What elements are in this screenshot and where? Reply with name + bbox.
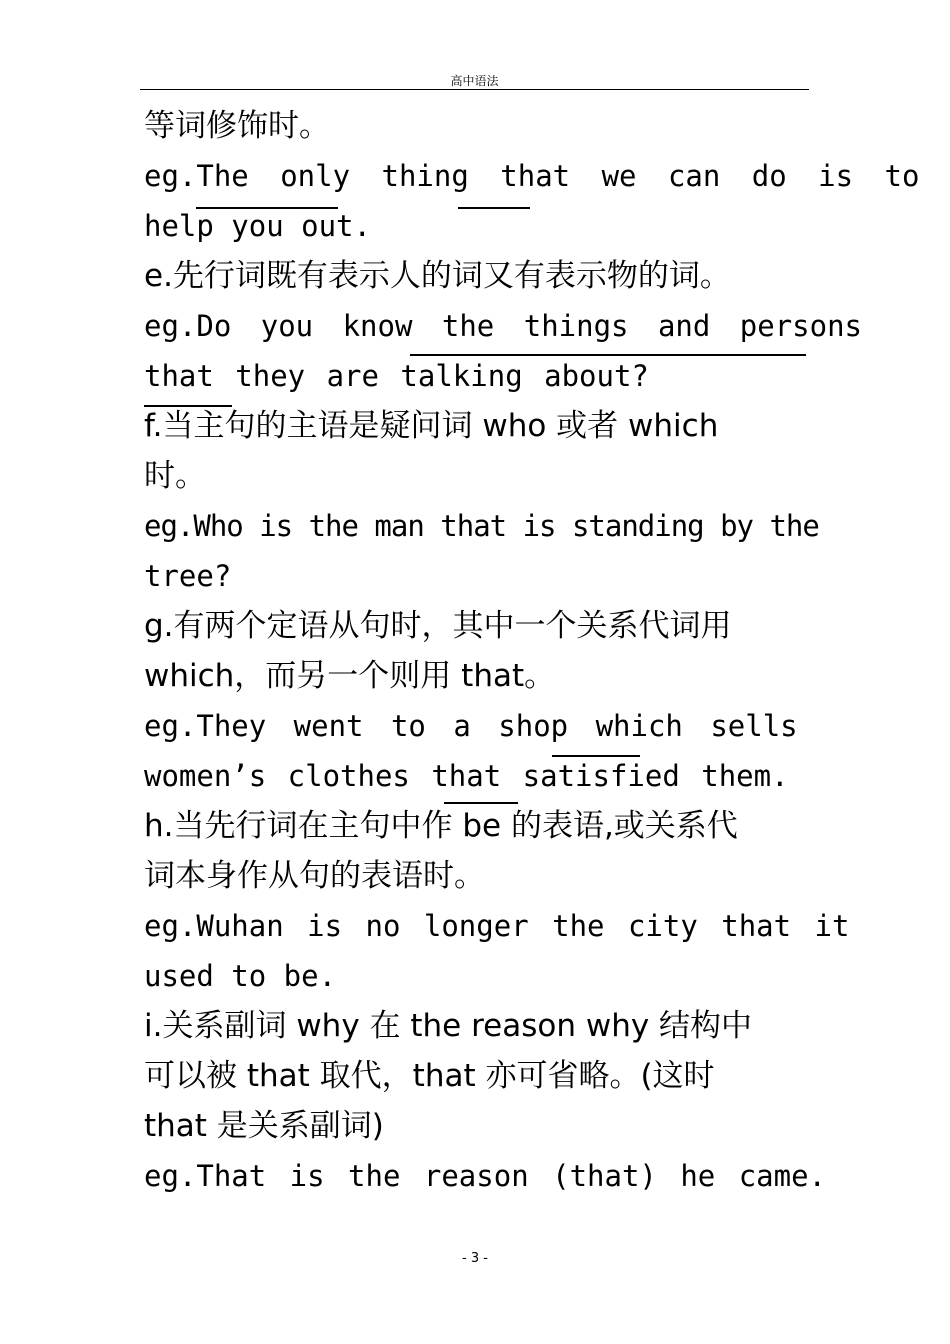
text-line-12: which，而另一个则用 that。 — [144, 658, 556, 694]
text-line-14: women’s clothes that satisfied them. — [144, 759, 789, 793]
text-line-10: tree? — [144, 559, 232, 593]
text-line-8: 时。 — [144, 458, 206, 494]
text-line-15: h.当先行词在主句中作 be 的表语,或关系代 — [144, 808, 738, 844]
page-number: - 3 - — [462, 1251, 488, 1266]
page-header-title: 高中语法 — [450, 74, 499, 88]
text-line-13: eg.They went to a shop which sells — [144, 709, 798, 743]
text-line-16: 词本身作从句的表语时。 — [144, 858, 485, 894]
header-rule — [140, 89, 809, 90]
document-body — [144, 101, 920, 1201]
underline-mark — [144, 405, 232, 407]
text-line-4: e.先行词既有表示人的词又有表示物的词。 — [144, 258, 731, 294]
text-line-6: that they are talking about? — [144, 359, 649, 393]
text-line-3: help you out. — [144, 209, 371, 243]
text-line-9: eg.Who is the man that is standing by the — [144, 509, 819, 543]
underline-mark — [410, 354, 806, 356]
text-line-17: eg.Wuhan is no longer the city that it — [144, 909, 850, 943]
text-line-21: that 是关系副词) — [144, 1108, 384, 1144]
text-line-11: g.有两个定语从句时，其中一个关系代词用 — [144, 608, 732, 644]
underline-mark — [196, 207, 338, 209]
text-line-19: i.关系副词 why 在 the reason why 结构中 — [144, 1008, 753, 1044]
text-line-5: eg.Do you know the things and persons — [144, 309, 863, 343]
underline-mark — [458, 207, 530, 209]
text-line-20: 可以被 that 取代，that 亦可省略。(这时 — [144, 1058, 715, 1094]
text-line-2: eg.The only thing that we can do is to — [144, 159, 920, 193]
text-line-22: eg.That is the reason (that) he came. — [144, 1159, 827, 1193]
underline-mark — [444, 802, 518, 804]
text-line-1: 等词修饰时。 — [144, 108, 330, 144]
underline-mark — [552, 755, 640, 757]
text-line-7: f.当主句的主语是疑问词 who 或者 which — [144, 408, 719, 444]
text-line-18: used to be. — [144, 959, 337, 993]
